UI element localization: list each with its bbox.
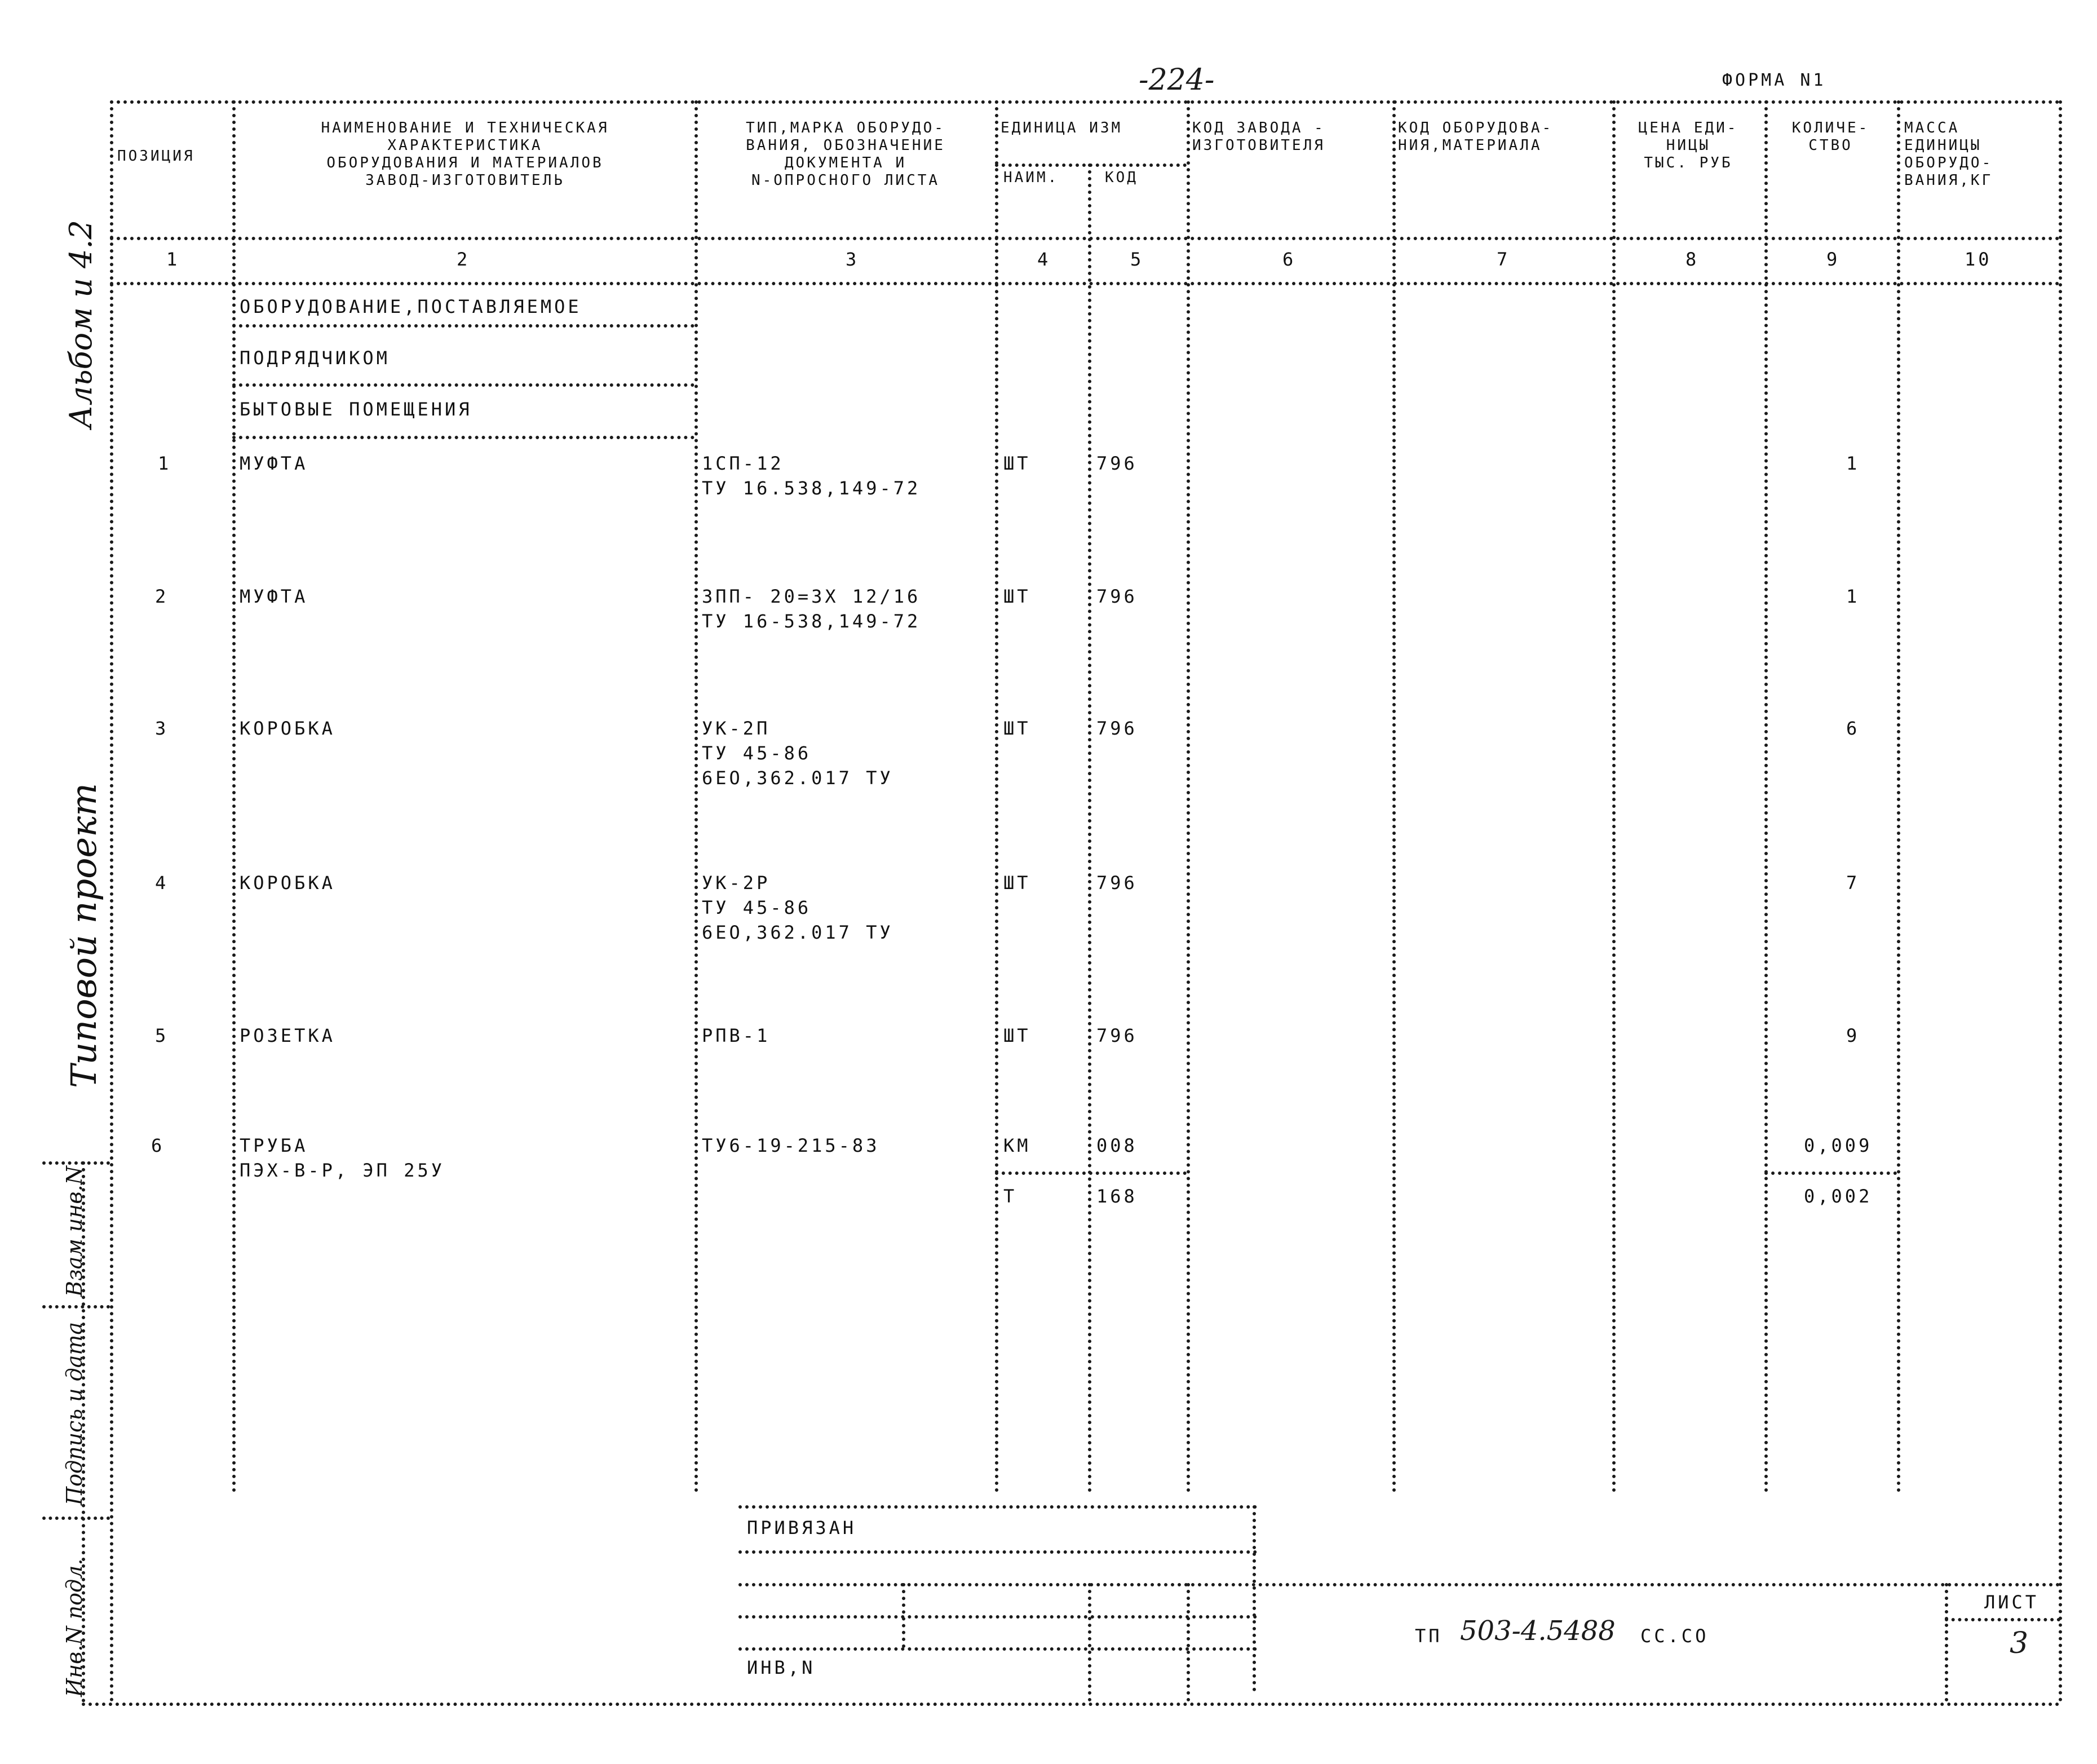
subrow-rule [1764,1171,1897,1175]
doc-suffix: СС.СО [1640,1625,1709,1647]
margin-project-label: Типовой проект [63,782,104,1088]
header-bottom-rule [110,237,2060,240]
stamp-rule [738,1505,1257,1509]
col-header-2: НАИМЕНОВАНИЕ И ТЕХНИЧЕСКАЯ ХАРАКТЕРИСТИКА ОБОРУДОВАНИЯ И МАТЕРИАЛОВ ЗАВОД-ИЗГОТОВИТЕЛЬ [321,120,609,189]
margin-vzam-label: Взам инв.N [62,1166,87,1297]
col-sep-1 [232,100,236,1493]
section-rule-3 [232,436,694,439]
row-unit-code: 796 [1096,1025,1138,1046]
row-position: 5 [155,1025,169,1046]
row-quantity-secondary: 0,002 [1804,1186,1873,1207]
stamp-sep [1088,1583,1091,1701]
col-sep-9 [1897,100,1900,1493]
sheet-rule [1945,1618,2060,1621]
table-bottom-rule [82,1703,2060,1706]
col-header-5: КОД [1105,169,1138,186]
unit-group-rule [995,163,1187,167]
stamp-sep [1253,1505,1256,1691]
col-header-4: НАИМ. [1003,169,1059,186]
row-quantity: 7 [1846,872,1860,894]
col-header-8: ЦЕНА ЕДИ- НИЦЫ ТЫС. РУБ [1638,120,1738,171]
row-position: 4 [155,872,169,894]
col-number-8: 8 [1685,249,1700,270]
unit-group-header: ЕДИНИЦА ИЗМ [1001,120,1123,136]
sheet-number: 3 [2010,1626,2029,1660]
doc-prefix: ТП [1415,1625,1443,1647]
row-type: 1СП-12 ТУ 16.538,149-72 [702,453,921,499]
row-name: МУФТА [240,453,308,474]
row-name: МУФТА [240,586,308,607]
page-number: -224- [1139,63,1215,97]
col-sep-10 [2059,100,2062,1703]
stamp-rule [738,1583,2060,1586]
doc-number: 503-4.5488 [1460,1615,1616,1647]
table-top-rule [110,100,2060,104]
stamp-privyazan-label: ПРИВЯЗАН [747,1517,857,1538]
col-header-6: КОД ЗАВОДА - ИЗГОТОВИТЕЛЯ [1192,120,1325,154]
col-number-4: 4 [1037,249,1051,270]
row-type: 3ПП- 20=3Х 12/16 ТУ 16-538,149-72 [702,586,921,632]
col-sep-6 [1392,100,1396,1493]
row-name: РОЗЕТКА [240,1025,335,1046]
row-unit-code-secondary: 168 [1096,1186,1138,1207]
col-number-7: 7 [1497,249,1511,270]
subrow-rule [995,1171,1187,1175]
section-rule-2 [232,383,694,387]
col-number-3: 3 [846,249,860,270]
margin-podpis-label: Подпись и дата [62,1321,87,1505]
row-name: КОРОБКА [240,872,335,894]
stamp-sep [1187,1583,1190,1701]
row-position: 2 [155,586,169,607]
col-header-10: МАССА ЕДИНИЦЫ ОБОРУДО- ВАНИЯ,КГ [1904,120,1993,189]
row-position: 1 [158,453,172,474]
margin-rule [42,1305,110,1308]
row-type: УК-2Р ТУ 45-86 6ЕО,362.017 ТУ [702,872,893,943]
row-unit-secondary: Т [1003,1186,1017,1207]
row-unit: ШТ [1003,453,1031,474]
row-quantity: 9 [1846,1025,1860,1046]
stamp-sep [1945,1583,1948,1701]
row-type: УК-2П ТУ 45-86 6ЕО,362.017 ТУ [702,718,893,789]
margin-album-label: Альбом и 4.2 [63,220,99,428]
stamp-rule [738,1615,1257,1619]
col-sep-5 [1187,100,1190,1493]
col-number-9: 9 [1826,249,1841,270]
form-label: ФОРМА N1 [1722,70,1826,90]
margin-rule [42,1517,110,1520]
col-header-1: ПОЗИЦИЯ [117,148,195,165]
col-sep-4 [1088,163,1091,1493]
sheet-label: ЛИСТ [1984,1591,2040,1613]
row-unit-code: 796 [1096,718,1138,739]
row-unit: КМ [1003,1135,1031,1156]
col-header-9: КОЛИЧЕ- СТВО [1791,120,1870,154]
numbers-bottom-rule [110,282,2060,285]
col-header-3: ТИП,МАРКА ОБОРУДО- ВАНИЯ, ОБОЗНАЧЕНИЕ ДОКУМЕНТА И N-ОПРОСНОГО ЛИСТА [746,120,945,189]
stamp-inv-label: ИНВ,N [747,1657,816,1678]
col-sep-0 [110,100,113,1703]
row-unit: ШТ [1003,1025,1031,1046]
row-unit: ШТ [1003,872,1031,894]
col-number-6: 6 [1282,249,1297,270]
row-position: 3 [155,718,169,739]
col-number-5: 5 [1130,249,1144,270]
row-unit: ШТ [1003,586,1031,607]
section-title-2: ПОДРЯДЧИКОМ [240,347,390,369]
row-quantity: 1 [1846,453,1860,474]
row-type: РПВ-1 [702,1025,771,1046]
section-rule-1 [232,324,694,328]
row-quantity: 1 [1846,586,1860,607]
margin-inv-label: Инв.N подл. [62,1558,87,1697]
col-sep-8 [1764,100,1768,1493]
section-title-3: БЫТОВЫЕ ПОМЕЩЕНИЯ [240,399,472,420]
row-quantity: 0,009 [1804,1135,1873,1156]
row-unit-code: 008 [1096,1135,1138,1156]
row-unit-code: 796 [1096,872,1138,894]
margin-rule [42,1161,110,1165]
col-number-10: 10 [1965,249,1992,270]
stamp-rule [738,1647,1257,1651]
row-unit-code: 796 [1096,586,1138,607]
col-header-7: КОД ОБОРУДОВА- НИЯ,МАТЕРИАЛА [1398,120,1554,154]
row-position: 6 [151,1135,165,1156]
section-title-1: ОБОРУДОВАНИЕ,ПОСТАВЛЯЕМОЕ [240,296,582,317]
row-unit-code: 796 [1096,453,1138,474]
stamp-sep [902,1583,905,1648]
row-quantity: 6 [1846,718,1860,739]
col-sep-7 [1612,100,1616,1493]
row-name: КОРОБКА [240,718,335,739]
col-number-1: 1 [166,249,180,270]
col-sep-2 [694,100,698,1493]
row-name: ТРУБА ПЭХ-В-Р, ЭП 25У [240,1135,445,1181]
row-type: ТУ6-19-215-83 [702,1135,880,1156]
row-unit: ШТ [1003,718,1031,739]
col-number-2: 2 [457,249,471,270]
col-sep-3 [995,100,998,1493]
stamp-rule [738,1550,1257,1554]
